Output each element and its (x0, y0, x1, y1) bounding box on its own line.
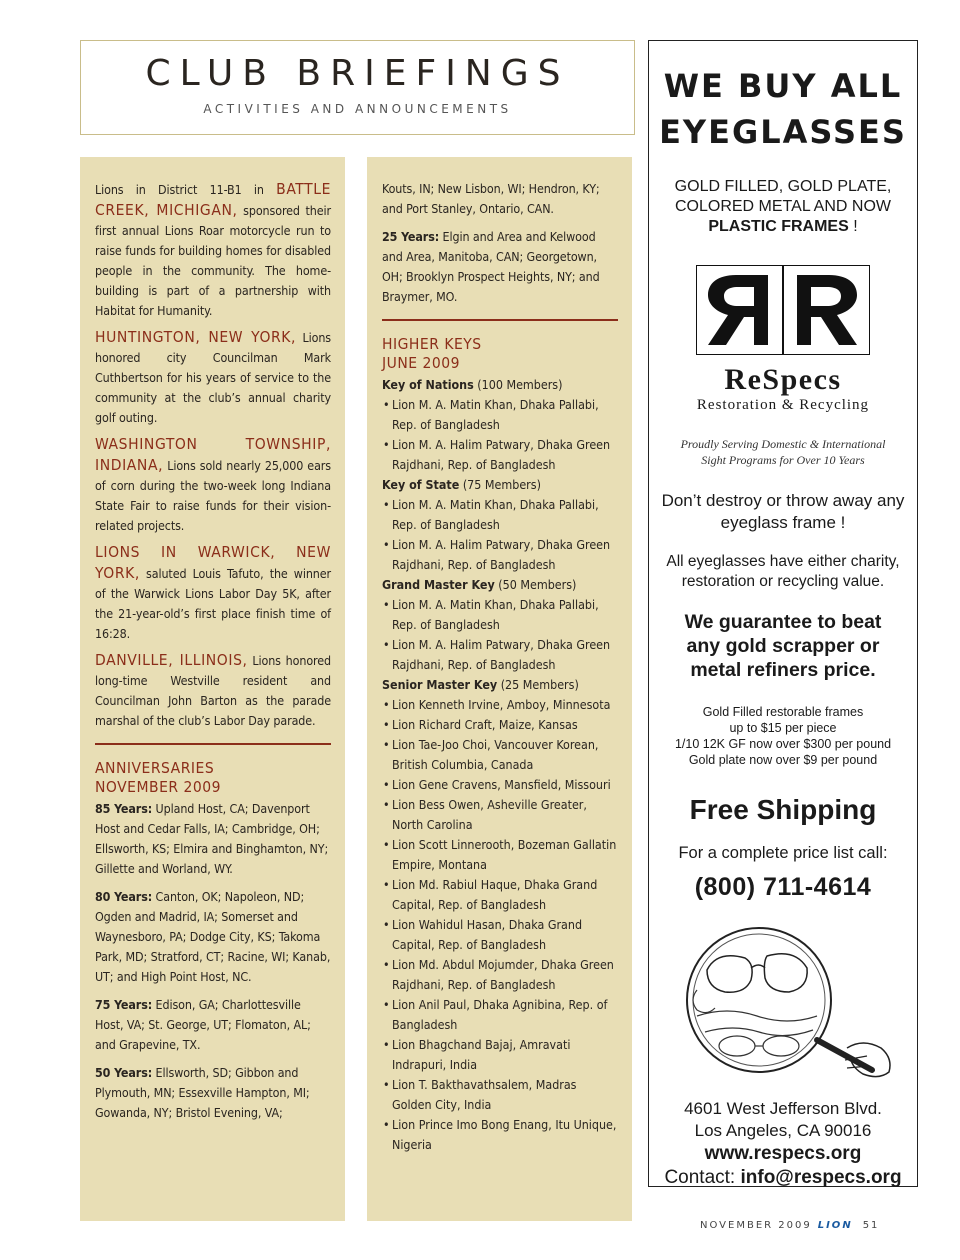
ad-address (649, 1098, 917, 1142)
anniversaries-heading (95, 759, 331, 797)
key-name: Grand Master Key (382, 577, 495, 592)
key-member-count: (25 Members) (497, 677, 579, 692)
anniversary-years: 50 Years: (95, 1065, 153, 1080)
respecs-logo-icon (696, 265, 870, 355)
ad-price-line: up to $15 per piece (729, 721, 837, 735)
ad-call-text: For a complete price list call: (678, 844, 888, 862)
ad-headline (649, 63, 917, 155)
heading-line: JUNE 2009 (382, 354, 460, 372)
respecs-logo (696, 265, 870, 355)
free-shipping: Free Shipping (689, 794, 877, 825)
page-title: CLUB BRIEFINGS (145, 53, 570, 94)
anniversary-text: Upland Host, CA; Davenport Host and Cedar Falls, IA; Cambridge, OH; Ellsworth, KS; Elmira and Binghamton, NY; Gillette and Worland, WY. (95, 801, 329, 876)
list-item: • Lion M. A. Halim Patwary, Dhaka Green Rajdhani, Rep. of Bangladesh (382, 535, 618, 575)
list-item: • Lion Wahidul Hasan, Dhaka Grand Capital, Rep. of Bangladesh (382, 915, 618, 955)
key-heading (382, 675, 618, 695)
briefing-city: WASHINGTON TOWNSHIP, INDIANA, (95, 435, 331, 474)
list-item: • Lion M. A. Matin Khan, Dhaka Pallabi, Rep. of Bangladesh (382, 395, 618, 435)
list-item: • Lion M. A. Matin Khan, Dhaka Pallabi, Rep. of Bangladesh (382, 495, 618, 535)
anniversary-text: Elgin and Area and Kelwood and Area, Manitoba, CAN; Georgetown, OH; Brooklyn Prospect Heights, NY; and Braymer, MO. (382, 229, 600, 304)
ad-headline-line: EYEGLASSES (659, 113, 907, 151)
list-item: • Lion Gene Cravens, Mansfield, Missouri (382, 775, 618, 795)
footer-issue: NOVEMBER 2009 (700, 1220, 812, 1231)
ad-serving-text (649, 436, 917, 468)
ad-headline-line: WE BUY ALL (663, 67, 903, 105)
anniversary-50-continued: Kouts, IN; New Lisbon, WI; Hendron, KY; and Port Stanley, Ontario, CAN. (382, 181, 600, 216)
list-item: • Lion Scott Linnerooth, Bozeman Gallatin Empire, Montana (382, 835, 618, 875)
anniversary-years: 85 Years: (95, 801, 153, 816)
header-box (80, 40, 635, 135)
page-number: 51 (862, 1220, 880, 1231)
contact-label: Contact: (664, 1167, 741, 1188)
higher-keys-heading (382, 335, 618, 373)
magnifier-icon (667, 920, 899, 1090)
brand-tagline: Restoration & Recycling (696, 397, 870, 413)
ad-serving-line: Sight Programs for Over 10 Years (701, 453, 865, 467)
key-member-count: (50 Members) (494, 577, 577, 592)
footer-magazine: LION (817, 1220, 853, 1231)
ad-gold-excl: ! (848, 218, 858, 235)
briefing-text: Lions honored city Councilman Mark Cuthbertson for his years of service to the community at the club’s annual charity golf outing. (95, 330, 331, 425)
phone-number[interactable]: (800) 711-4614 (694, 873, 872, 901)
section-divider (95, 743, 331, 745)
website-link[interactable]: www.respecs.org (704, 1143, 862, 1164)
ad-guarantee-line: any gold scrapper or (686, 635, 880, 657)
briefing-text: saluted Louis Tafuto, the winner of the Warwick Lions Labor Day 5K, after the 21-year-old’s first place finish time of 16:28. (95, 566, 331, 641)
ad-dont-destroy: Don’t destroy or throw away any eyeglass frame ! (661, 491, 905, 532)
column-middle (367, 157, 632, 1221)
list-item: • Lion Bhagchand Bajaj, Amravati Indrapuri, India (382, 1035, 618, 1075)
ad-address-line: 4601 West Jefferson Blvd. (684, 1099, 882, 1118)
page-subtitle: ACTIVITIES AND ANNOUNCEMENTS (203, 102, 512, 116)
heading-line: HIGHER KEYS (382, 335, 482, 353)
anniversary-25 (382, 227, 618, 307)
anniversary-text: Canton, OK; Napoleon, ND; Ogden and Madrid, IA; Somerset and Waynesboro, PA; Dodge City, KS; Takoma Park, MD; Stratford, CT; Racine, WI; Kanab, UT; and High Point Host, NC. (95, 889, 331, 984)
briefing-city: DANVILLE, ILLINOIS, (95, 651, 248, 669)
anniversary-80 (95, 887, 331, 987)
list-item: • Lion Md. Rabiul Haque, Dhaka Grand Capital, Rep. of Bangladesh (382, 875, 618, 915)
ad-guarantee (649, 610, 917, 682)
list-item: • Lion M. A. Halim Patwary, Dhaka Green Rajdhani, Rep. of Bangladesh (382, 635, 618, 675)
list-item: • Lion Anil Paul, Dhaka Agnibina, Rep. of Bangladesh (382, 995, 618, 1035)
briefing-city: BATTLE CREEK, MICHIGAN, (95, 180, 331, 219)
briefing-washington-township (95, 434, 331, 536)
column-left (80, 157, 345, 1221)
key-heading (382, 475, 618, 495)
ad-guarantee-line: metal refiners price. (690, 659, 876, 681)
briefing-lead: Lions in District 11-B1 in (95, 182, 277, 197)
magnifier-eyeglasses-illustration (667, 920, 899, 1090)
contact-email-link[interactable]: info@respecs.org (740, 1167, 902, 1188)
briefing-warwick (95, 542, 331, 644)
briefing-huntington (95, 327, 331, 428)
key-name: Key of Nations (382, 377, 474, 392)
briefing-text: Lions honored long-time Westville resident and Councilman John Barton as the parade marshal of the club’s Labor Day parade. (95, 653, 331, 728)
list-item: • Lion Prince Imo Bong Enang, Itu Unique, Nigeria (382, 1115, 618, 1155)
heading-line: ANNIVERSARIES (95, 759, 215, 777)
briefing-city: HUNTINGTON, NEW YORK, (95, 328, 297, 346)
ad-price-line: Gold Filled restorable frames (702, 705, 864, 719)
anniversary-years: 75 Years: (95, 997, 153, 1012)
briefing-city: LIONS IN WARWICK, NEW YORK, (95, 543, 331, 582)
ad-gold-line: PLASTIC FRAMES (708, 218, 849, 235)
briefing-text: Lions sold nearly 25,000 ears of corn during the two-week long Indiana State Fair to raise funds for their vision-related projects. (95, 458, 331, 533)
ad-price-line: 1/10 12K GF now over $300 per pound (674, 737, 892, 751)
ad-guarantee-line: We guarantee to beat (684, 611, 882, 633)
anniversary-75 (95, 995, 331, 1055)
higher-keys-list (382, 375, 618, 1155)
heading-line: NOVEMBER 2009 (95, 778, 221, 796)
list-item: • Lion Richard Craft, Maize, Kansas (382, 715, 618, 735)
key-member-count: (75 Members) (459, 477, 541, 492)
anniversary-years: 80 Years: (95, 889, 153, 904)
ad-price-line: Gold plate now over $9 per pound (688, 753, 878, 767)
ad-gold-text (649, 177, 917, 237)
ad-gold-line: COLORED METAL AND NOW (674, 198, 892, 215)
list-item: • Lion Md. Abdul Mojumder, Dhaka Green Rajdhani, Rep. of Bangladesh (382, 955, 618, 995)
list-item: • Lion T. Bakthavathsalem, Madras Golden City, India (382, 1075, 618, 1115)
page-footer (700, 1220, 879, 1231)
key-member-count: (100 Members) (473, 377, 563, 392)
briefing-danville (95, 650, 331, 731)
list-item: • Lion Bess Owen, Asheville Greater, North Carolina (382, 795, 618, 835)
list-item: • Lion Kenneth Irvine, Amboy, Minnesota (382, 695, 618, 715)
key-heading (382, 575, 618, 595)
section-divider (382, 319, 618, 321)
list-item: • Lion Tae-Joo Choi, Vancouver Korean, British Columbia, Canada (382, 735, 618, 775)
key-name: Key of State (382, 477, 460, 492)
respecs-advertisement (648, 40, 918, 1187)
ad-prices (649, 704, 917, 768)
briefing-battle-creek (95, 179, 331, 321)
briefing-text: sponsored their first annual Lions Roar motorcycle run to raise funds for building homes for disabled people in the community. The home-building is part of a partnership with Habitat for Humanity. (95, 203, 331, 318)
anniversary-text: Edison, GA; Charlottesville Host, VA; St. George, UT; Flomaton, AL; and Grapevine, TX. (95, 997, 311, 1052)
brand-name: ReSpecs (724, 363, 842, 396)
key-name: Senior Master Key (382, 677, 498, 692)
ad-contact (649, 1166, 917, 1190)
anniversary-text: Ellsworth, SD; Gibbon and Plymouth, MN; Essexville Hampton, MI; Gowanda, NY; Bristol Evening, VA; (95, 1065, 310, 1120)
anniversary-85 (95, 799, 331, 879)
anniversary-50 (95, 1063, 331, 1123)
ad-address-line: Los Angeles, CA 90016 (694, 1121, 872, 1140)
ad-gold-line: GOLD FILLED, GOLD PLATE, (674, 178, 892, 195)
anniversary-years: 25 Years: (382, 229, 440, 244)
ad-value-text: All eyeglasses have either charity, restoration or recycling value. (666, 553, 900, 590)
ad-serving-line: Proudly Serving Domestic & International (680, 437, 886, 451)
key-heading (382, 375, 618, 395)
list-item: • Lion M. A. Matin Khan, Dhaka Pallabi, Rep. of Bangladesh (382, 595, 618, 635)
list-item: • Lion M. A. Halim Patwary, Dhaka Green Rajdhani, Rep. of Bangladesh (382, 435, 618, 475)
